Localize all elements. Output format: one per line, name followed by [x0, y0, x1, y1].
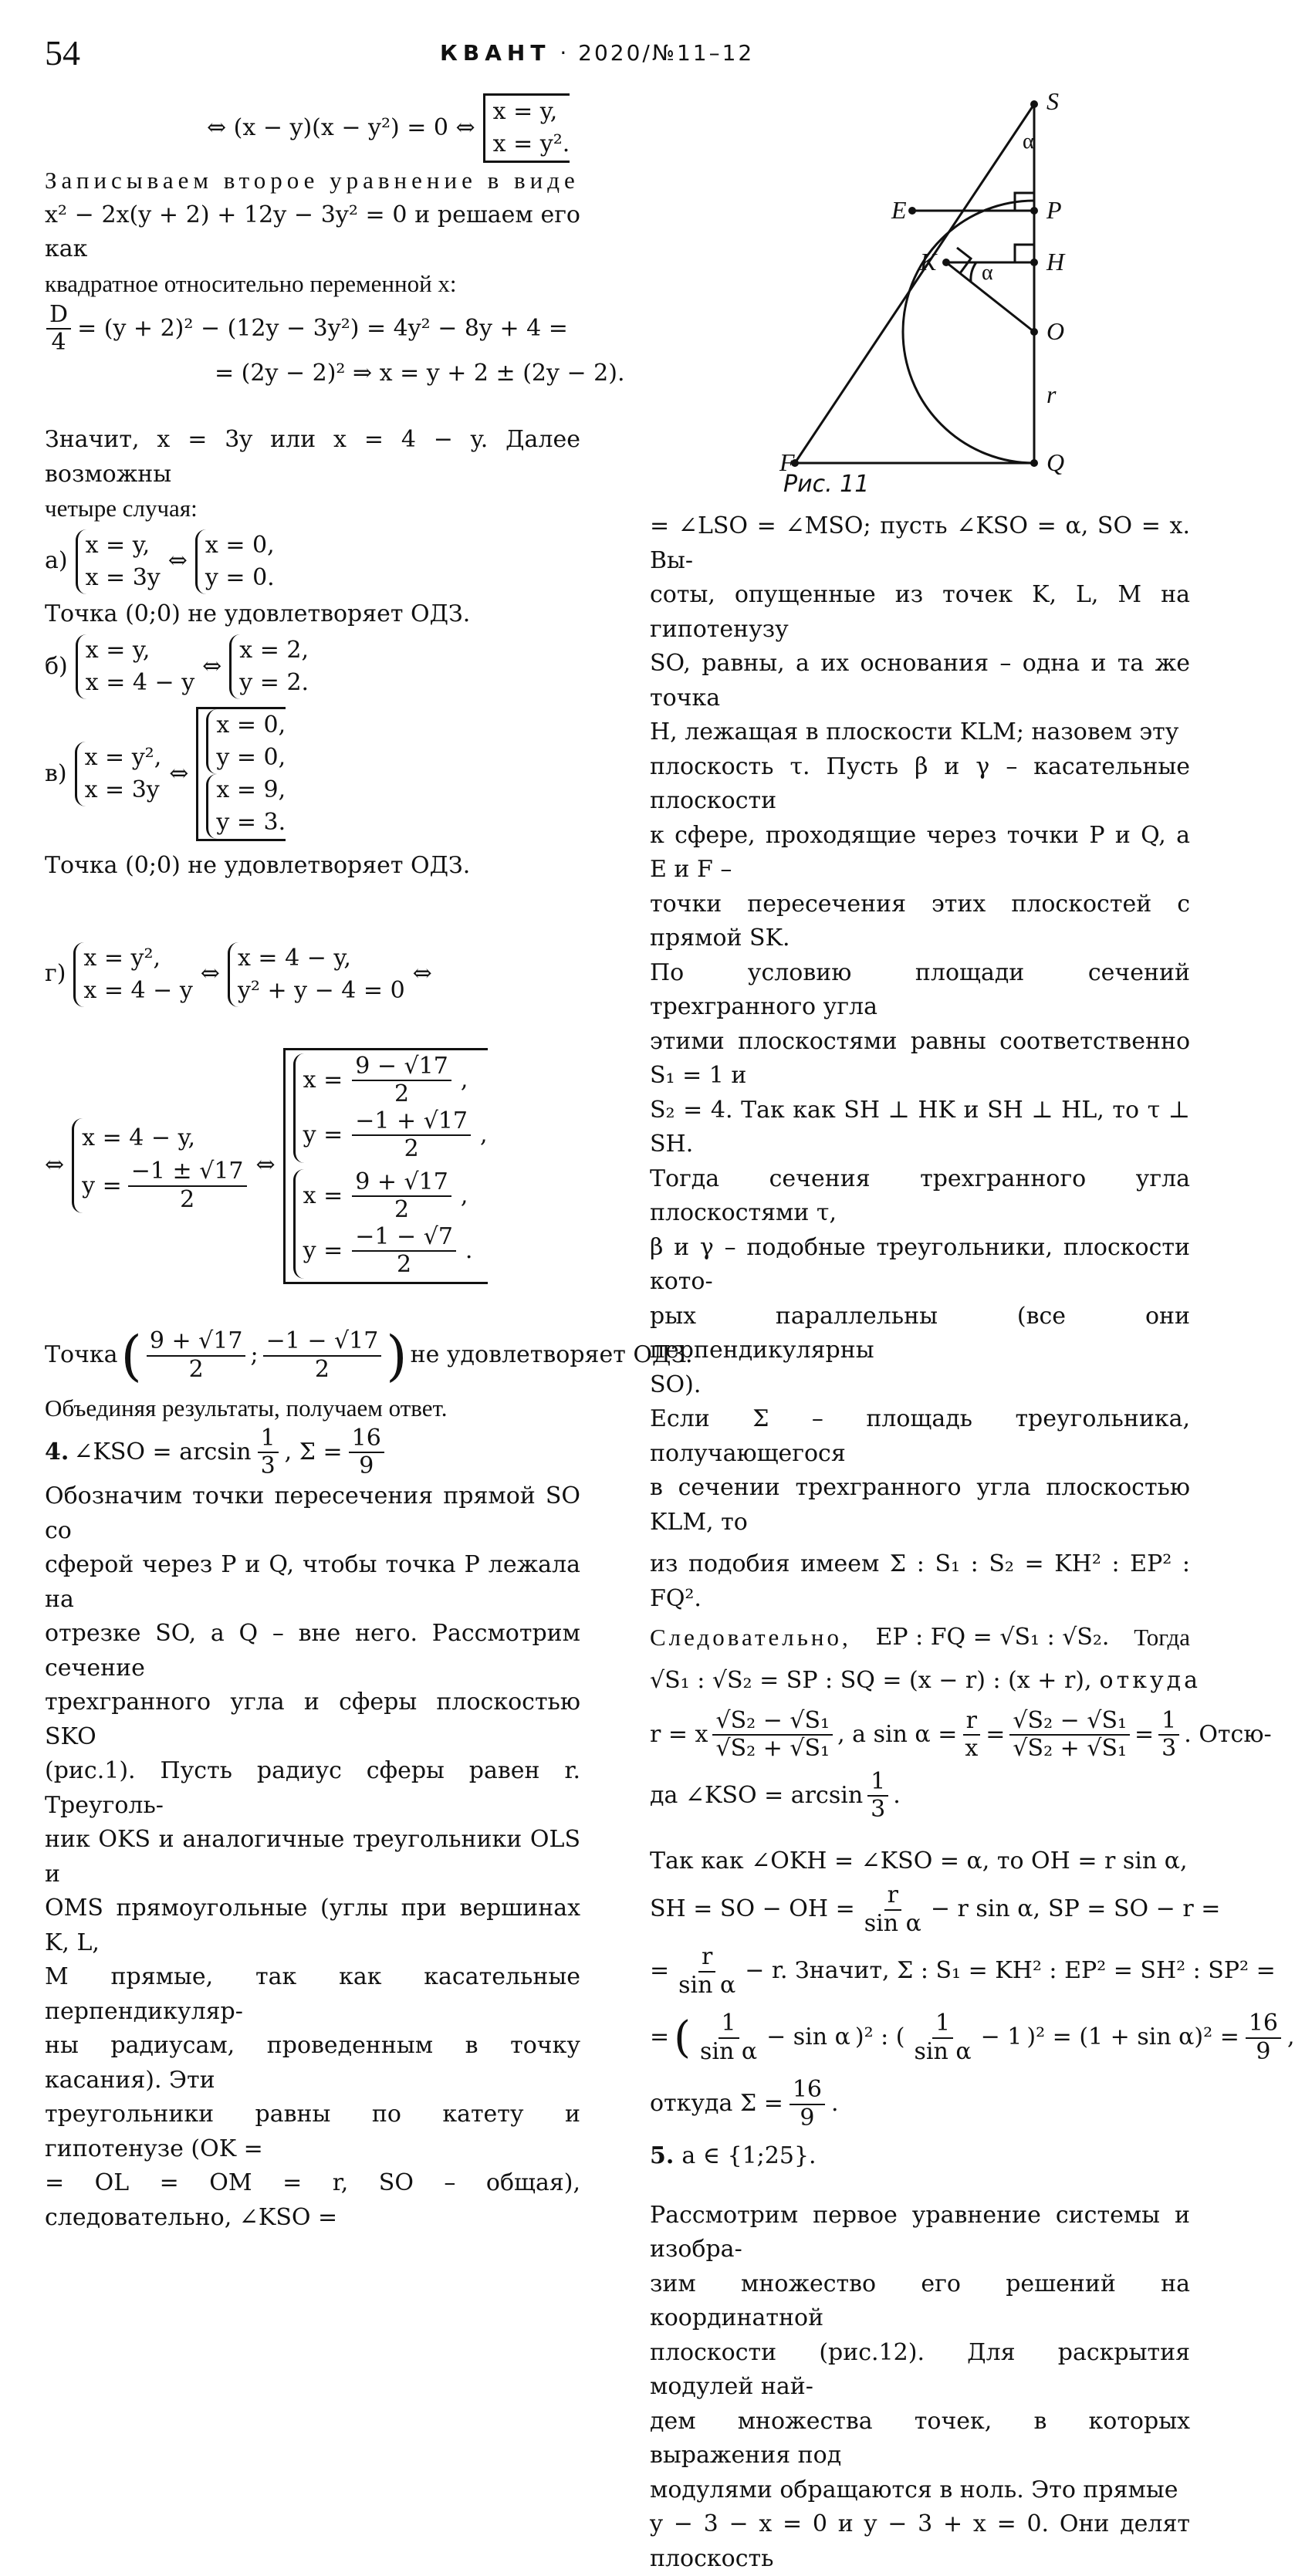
sigma-value-mid: )² : ( [855, 2020, 905, 2055]
issue-label: · 2020/№11–12 [560, 40, 754, 66]
root-1-y-frac [352, 1108, 471, 1163]
sigma-value-frac-a [697, 2010, 760, 2065]
paragraph-4-line: Обозначим точки пересечения прямой SO со [45, 1479, 580, 1548]
right-angle-H [1015, 245, 1034, 262]
sh-line [650, 1879, 1190, 1941]
case-d-eq-2: x = 4 − y [83, 975, 192, 1007]
discriminant-fraction [46, 302, 71, 357]
case-c-sol-1y: y = 0, [216, 742, 286, 774]
right-paragraph-1-line: точки пересечения этих плоскостей с прямой SK. [650, 887, 1190, 956]
sin-lhs: , a sin α = [837, 1718, 957, 1753]
point-d-y-num: −1 − √17 [263, 1328, 382, 1357]
angle-arc-K [971, 262, 976, 282]
sigma-value-b-num: 1 [932, 2010, 953, 2039]
sh-lhs: SH = SO − OH = [650, 1892, 855, 1927]
root-2-y-lhs: y = [303, 1237, 343, 1265]
page-number: 54 [45, 32, 80, 73]
answer-5-text: a ∈ {1;25}. [681, 2139, 816, 2174]
arcsin-line: да ∠KSO = arcsin $\frac{1}{3}$ . [650, 1767, 1190, 1824]
label-H: H [1046, 248, 1066, 276]
root-1-x-den: 2 [391, 1081, 412, 1108]
root-2-x-num: 9 + √17 [352, 1169, 451, 1198]
otkuda-line: откуда Σ = $\frac{16}{9}$ . [650, 2074, 1190, 2135]
paragraph-4-line: трехгранного угла и сферы плоскостью SKO [45, 1685, 580, 1754]
sin-rx-frac [962, 1708, 981, 1763]
right-paragraph-5-line: зим множество его решений на координатной [650, 2267, 1190, 2336]
combine-line: Объединяя результаты, получаем ответ. [45, 1391, 580, 1426]
hence-ratio: EP : FQ = √S₁ : √S₂. [875, 1621, 1109, 1655]
sin-rx-den: x [962, 1736, 981, 1763]
right-paragraph-1-line: в сечении трехгранного угла плоскостью KLM, то [650, 1471, 1190, 1540]
case-d-sol-y-frac [128, 1158, 247, 1213]
case-d [45, 938, 580, 1012]
answer-4 [45, 1425, 580, 1479]
running-head [440, 40, 754, 66]
sp-expression: SP = SO − r = [1048, 1892, 1220, 1927]
right-angle-K [957, 248, 971, 273]
root-1-y-den: 2 [401, 1136, 422, 1163]
case-b-eq-2: x = 4 − y [86, 667, 194, 699]
paragraph-4-line: = OL = OM = r, SO – общая), следовательно, ∠KSO = [45, 2166, 580, 2235]
right-paragraph-1-line: S₂ = 4. Так как SH ⊥ HK и SH ⊥ HL, то τ ⊥ SH. [650, 1094, 1190, 1162]
root-1-y-lhs: y = [303, 1121, 343, 1149]
discriminant-denominator: 4 [48, 330, 69, 357]
case-d-solution [45, 1027, 580, 1305]
paragraph-2-line-1: Значит, x = 3y или x = 4 − y. Далее возможны [45, 423, 580, 492]
case-b-system [76, 634, 194, 699]
case-d-eq-4: y² + y − 4 = 0 [238, 975, 405, 1007]
case-c-sol-2x: x = 9, [216, 774, 286, 806]
ratio-whence: откуда [1100, 1664, 1201, 1699]
label-alpha-S: α [1023, 130, 1034, 154]
equiv-symbol: ⇔ [45, 1148, 64, 1183]
case-d-sol-y-lhs: y = [82, 1166, 122, 1206]
root-2-x-den: 2 [391, 1197, 412, 1224]
right-paragraph-1-line: H, лежащая в плоскости KLM; назовем эту [650, 715, 1190, 750]
root-2-y-num: −1 − √7 [352, 1224, 456, 1253]
right-paragraph-1-line: SO). [650, 1368, 1190, 1403]
paragraph-1-line-3: квадратное относительно переменной x: [45, 267, 580, 302]
case-a-label: а) [45, 544, 68, 579]
otkuda-num: 16 [790, 2077, 825, 2105]
equiv-symbol: ⇔ [256, 1148, 276, 1183]
equiv-symbol: ⇔ [168, 544, 188, 579]
hence-word: Следовательно, [650, 1621, 851, 1655]
answer-5 [650, 2135, 1190, 2179]
right-paragraph-1-line: к сфере, проходящие через точки P и Q, а E и F – [650, 819, 1190, 887]
point-d-x [147, 1328, 246, 1383]
ratio-expression: √S₁ : √S₂ = SP : SQ = (x − r) : (x + r), [650, 1664, 1092, 1699]
case-a-system [76, 529, 161, 594]
sh-den: sin α [861, 1911, 925, 1938]
right-paragraph-1-line: Тогда сечения трехгранного угла плоскостями τ, [650, 1162, 1190, 1231]
equiv-symbol: ⇔ [201, 957, 220, 992]
root-1-x: x = $\frac{9 - √17}{2}$ , [303, 1053, 488, 1108]
sigma-value-b-post: − 1 [981, 2020, 1023, 2055]
sigma-value-end: )² = (1 + sin α)² = [1026, 2020, 1239, 2055]
left-column [45, 93, 580, 2235]
paragraph-4-line: отрезке SO, а Q – вне него. Рассмотрим сечение [45, 1617, 580, 1685]
equiv-symbol: ⇔ [169, 757, 188, 792]
answer-4-number: 4. [45, 1435, 69, 1470]
right-paragraph-1-line: этими плоскостями равны соответственно S₁ = 1 и [650, 1025, 1190, 1094]
sh-post: − r sin α, [931, 1892, 1040, 1927]
paragraph-4-line: OMS прямоугольные (углы при вершинах K, L, [45, 1891, 580, 1960]
sin-third-num: 1 [1158, 1708, 1179, 1736]
case-d-eq-1: x = y², [83, 942, 192, 975]
case-c-solution-2 [206, 774, 286, 839]
case-a-eq-2: x = 3y [86, 562, 161, 594]
sin-ratio-num: √S₂ − √S₁ [1009, 1708, 1130, 1736]
right-paragraph-1-line: β и γ – подобные треугольники, плоскости кото- [650, 1231, 1190, 1300]
case-c-eq-1: x = y², [85, 742, 162, 774]
equiv-symbol: ⇔ [413, 957, 432, 992]
answer-4-frac-num: 1 [258, 1425, 279, 1454]
point-d-y-den: 2 [312, 1357, 333, 1384]
equiv-symbol: ⇔ [202, 650, 221, 685]
paragraph-1-line-2: x² − 2x(y + 2) + 12y − 3y² = 0 и решаем его как [45, 198, 580, 267]
label-K: K [919, 248, 938, 276]
case-b-eq-1: x = y, [86, 634, 194, 667]
otkuda-lhs: откуда Σ = [650, 2087, 783, 2121]
sigma-ratio-eq: = [650, 1954, 669, 1989]
arcsin-den: 3 [867, 1797, 888, 1824]
hence-then: Тогда [1134, 1621, 1190, 1655]
case-b [45, 631, 580, 702]
sh-expression [650, 1882, 1040, 1937]
answer-4-frac-den: 3 [258, 1453, 279, 1480]
sin-rx-num: r [963, 1708, 980, 1736]
sigma-ratio-post: − r. Значит, Σ : S₁ = KH² : EP² = SH² : SP² = [745, 1954, 1276, 1989]
point-a-note: Точка (0;0) не удовлетворяет ОДЗ. [45, 597, 580, 632]
journal-title: КВАНТ [440, 40, 550, 66]
discriminant-line-1 [45, 301, 580, 357]
case-a-sol-1: x = 0, [205, 529, 275, 562]
case-d-sol-y [82, 1158, 248, 1213]
case-a-eq-1: x = y, [86, 529, 161, 562]
r-num: √S₂ − √S₁ [712, 1708, 833, 1736]
point-c-note: Точка (0;0) не удовлетворяет ОДЗ. [45, 849, 580, 884]
sin-ratio-den: √S₂ + √S₁ [1009, 1736, 1130, 1763]
paragraph-4 [45, 1479, 580, 2235]
root-2-x-lhs: x = [303, 1182, 343, 1210]
answer-4-sigma-num: 16 [349, 1425, 384, 1454]
root-2-y-den: 2 [394, 1252, 414, 1279]
right-paragraph-1-line: SO, равны, а их основания – одна и та же точка [650, 647, 1190, 715]
answer-4-angle: ∠KSO = arcsin [73, 1435, 251, 1470]
root-2-x-frac [352, 1169, 451, 1224]
similarity-line: из подобия имеем Σ : S₁ : S₂ = KH² : EP² : FQ². [650, 1547, 1190, 1616]
sigma-ratio-frac [675, 1944, 739, 1999]
case-d-label: г) [45, 957, 66, 992]
case-d-roots [283, 1048, 488, 1284]
case-d-sol-y-den: 2 [177, 1187, 198, 1214]
label-S: S [1046, 87, 1059, 115]
right-paragraph-5-line: модулями обращаются в ноль. Это прямые [650, 2473, 1190, 2508]
r-formula-line [650, 1702, 1190, 1767]
case-c [45, 702, 580, 846]
right-paragraph-1-line: Если Σ – площадь треугольника, получающегося [650, 1402, 1190, 1471]
sin-eq: = [986, 1718, 1005, 1753]
right-paragraph-5-line: y − 3 − x = 0 и y − 3 + x = 0. Они делят плоскость [650, 2507, 1190, 2576]
case-c-solutions [196, 707, 286, 841]
line-SF [795, 104, 1034, 463]
sigma-value-b-den: sin α [911, 2039, 975, 2066]
arcsin-lhs: да ∠KSO = arcsin [650, 1779, 863, 1814]
right-paragraph-1-line: плоскость τ. Пусть β и γ – касательные плоскости [650, 750, 1190, 819]
case-d-eq-3: x = 4 − y, [238, 942, 405, 975]
answer-5-number: 5. [650, 2139, 674, 2174]
paragraph-2-line-2: четыре случая: [45, 492, 580, 526]
equation-top-case-1: x = y, [493, 96, 570, 128]
case-d-system-2 [228, 942, 405, 1007]
answer-4-sigma: , Σ = [285, 1435, 343, 1470]
paragraph-4-line: сферой через P и Q, чтобы точка P лежала на [45, 1548, 580, 1617]
right-paragraph-1-line: соты, опущенные из точек K, L, M на гипотенузу [650, 578, 1190, 647]
answer-4-sigma-den: 9 [356, 1453, 377, 1480]
case-b-sol-1: x = 2, [239, 634, 309, 667]
otkuda-den: 9 [796, 2105, 817, 2132]
sigma-value-line: = ( $\frac{1}{\text{sin α}}$ − sin α )² : ( $\frac{1}{\text{sin α}}$ − 1 )² = (1 + sin α)² = $\frac{16}{9}$ , [650, 2003, 1190, 2074]
point-d-x-num: 9 + √17 [147, 1328, 246, 1357]
case-a-solution [195, 529, 275, 594]
sphere-arc [903, 201, 1034, 463]
point-d-label: Точка [45, 1338, 118, 1373]
equation-top-case-2: x = y². [493, 128, 570, 161]
point-d-y [263, 1328, 382, 1383]
label-Q: Q [1046, 448, 1064, 476]
right-paragraph-5-line: Рассмотрим первое уравнение системы и изобра- [650, 2199, 1190, 2267]
sigma-value-a-post: − sin α [766, 2020, 850, 2055]
sin-eq-2: = [1134, 1718, 1154, 1753]
paragraph-4-line: ник OKS и аналогичные треугольники OLS и [45, 1823, 580, 1891]
root-1-y-num: −1 + √17 [352, 1108, 471, 1137]
sigma-ratio-line [650, 1941, 1190, 2003]
case-a-sol-2: y = 0. [205, 562, 275, 594]
case-c-eq-2: x = 3y [85, 774, 162, 806]
sin-post: . Отсю- [1184, 1718, 1271, 1753]
sigma-value-res-den: 9 [1253, 2039, 1273, 2066]
point-d-note: Точка ( $\frac{9 + √17}{2}$ ; $\frac{-1 - √17}{2}$ ) не удовлетворяет ОДЗ. [45, 1320, 580, 1391]
sigma-value-res-num: 16 [1246, 2010, 1281, 2039]
paragraph-4-line: ны радиусам, проведенным в точку касания). Эти [45, 2029, 580, 2098]
discriminant-numerator: D [46, 302, 71, 330]
case-d-solution-system [72, 1118, 248, 1213]
root-2-y-frac [352, 1224, 456, 1279]
equation-top-lhs: ⇔ (x − y)(x − y²) = 0 ⇔ [207, 111, 475, 146]
label-alpha-K: α [982, 261, 993, 285]
sin-third-den: 3 [1158, 1736, 1179, 1763]
right-paragraph-1-line: По условию площади сечений трехгранного угла [650, 956, 1190, 1025]
otkuda-frac [790, 2077, 825, 2131]
case-d-sol-x: x = 4 − y, [82, 1118, 248, 1158]
root-1-x-num: 9 − √17 [352, 1053, 451, 1082]
sigma-value-eq: = [650, 2020, 669, 2055]
sigma-value-frac-b [911, 2010, 975, 2065]
case-d-system [73, 942, 192, 1007]
sigma-value-a-den: sin α [697, 2039, 760, 2066]
sh-num: r [884, 1882, 901, 1911]
root-1-x-lhs: x = [303, 1067, 343, 1094]
case-c-system [75, 742, 162, 806]
figure-11-caption: Рис. 11 [783, 471, 869, 498]
right-paragraph-5 [650, 2199, 1190, 2576]
equation-top-cases [483, 93, 570, 163]
paragraph-4-line: (рис.1). Пусть радиус сферы равен r. Треуголь- [45, 1754, 580, 1823]
label-r: r [1046, 380, 1057, 408]
r-frac [712, 1708, 833, 1763]
case-a [45, 526, 580, 597]
r-den: √S₂ + √S₁ [712, 1736, 833, 1763]
label-F: F [779, 448, 795, 476]
case-b-label: б) [45, 650, 68, 685]
sin-ratio-frac [1009, 1708, 1130, 1763]
label-E: E [891, 196, 907, 224]
hence-line [650, 1616, 1190, 1659]
discriminant-expression: = (y + 2)² − (12y − 3y²) = 4y² − 8y + 4 = [77, 312, 568, 347]
arcsin-frac [867, 1769, 888, 1824]
answer-4-frac [258, 1425, 279, 1480]
r-lhs: r = x [650, 1718, 708, 1753]
paragraph-4-line: треугольники равны по катету и гипотенузе (OK = [45, 2098, 580, 2166]
right-paragraph-1-line: рых параллельны (все они перпендикулярны [650, 1300, 1190, 1368]
case-b-solution [229, 634, 309, 699]
right-paragraph-5-line: плоскости (рис.12). Для раскрытия модулей най- [650, 2336, 1190, 2405]
sigma-ratio-den: sin α [675, 1973, 739, 2000]
okh-line: Так как ∠OKH = ∠KSO = α, то OH = r sin α, [650, 1844, 1190, 1879]
sin-third-frac [1158, 1708, 1179, 1763]
root-1-y: y = $\frac{-1 + √17}{2}$ , [303, 1108, 488, 1163]
case-d-sol-y-num: −1 ± √17 [128, 1158, 247, 1187]
paragraph-4-line: M прямые, так как касательные перпендикуляр- [45, 1960, 580, 2029]
root-2-y: y = $\frac{-1 - √7}{2}$ . [303, 1224, 488, 1279]
root-2 [293, 1169, 488, 1279]
point-d-x-den: 2 [186, 1357, 207, 1384]
right-paragraph-1 [650, 509, 1190, 1540]
arcsin-num: 1 [867, 1769, 888, 1797]
case-c-label: в) [45, 757, 67, 792]
label-O: O [1046, 317, 1064, 345]
root-1 [293, 1053, 488, 1163]
ratio-line [650, 1659, 1190, 1702]
paragraph-1-line-1: Записываем второе уравнение в виде [45, 164, 580, 198]
equation-top [45, 93, 580, 164]
label-P: P [1046, 196, 1062, 224]
sigma-ratio-num: r [698, 1944, 715, 1973]
case-c-sol-2y: y = 3. [216, 806, 286, 839]
case-c-solution-1 [206, 709, 286, 774]
root-2-x: x = $\frac{9 + √17}{2}$ , [303, 1169, 488, 1224]
right-column [650, 509, 1190, 2576]
sh-frac [861, 1882, 925, 1937]
case-c-sol-1x: x = 0, [216, 709, 286, 742]
root-1-x-frac [352, 1053, 451, 1108]
sigma-value-result [1246, 2010, 1281, 2065]
right-paragraph-1-line: = ∠LSO = ∠MSO; пусть ∠KSO = α, SO = x. Вы- [650, 509, 1190, 578]
point-d-text: не удовлетворяет ОДЗ. [411, 1338, 693, 1373]
answer-4-sigma-frac [349, 1425, 384, 1480]
case-b-sol-2: y = 2. [239, 667, 309, 699]
sigma-value-a-num: 1 [719, 2010, 739, 2039]
figure-11 [779, 85, 1142, 478]
right-paragraph-5-line: дем множества точек, в которых выражения под [650, 2405, 1190, 2473]
discriminant-line-2: = (2y − 2)² ⇒ x = y + 2 ± (2y − 2). [45, 357, 580, 403]
